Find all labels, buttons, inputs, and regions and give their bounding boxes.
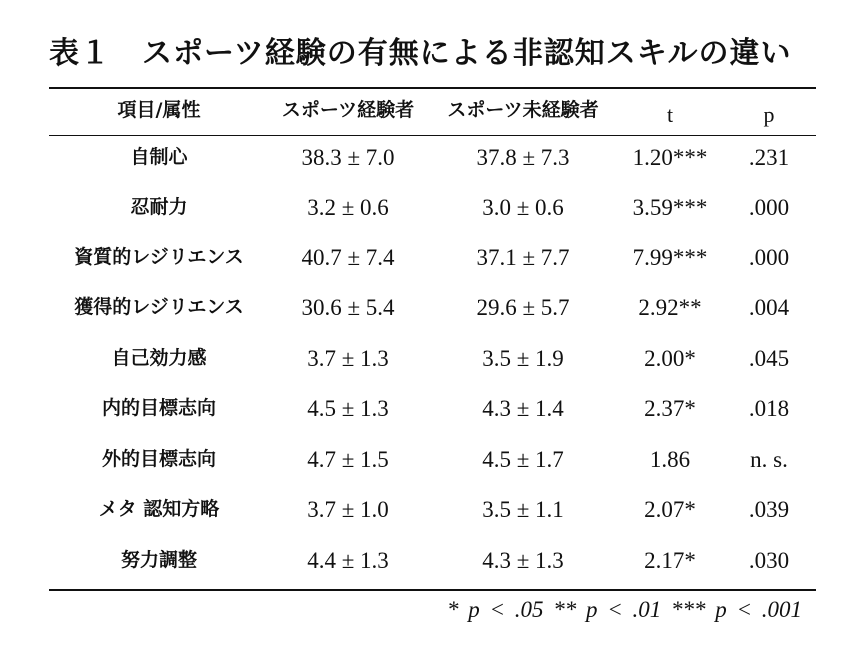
inexperienced-value: 4.3 ± 1.4 (482, 396, 564, 421)
t-value: 2.37* (644, 396, 696, 421)
t-value: 2.00* (644, 346, 696, 371)
table-row (0, 346, 868, 396)
row-label: 努力調整 (120, 549, 198, 571)
row-label: 内的目標志向 (101, 397, 217, 419)
p-value: .045 (748, 346, 790, 371)
table-row (0, 145, 868, 195)
table-row (0, 447, 868, 497)
p-value: n. s. (750, 447, 788, 472)
experienced-value: 3.2 ± 0.6 (307, 195, 389, 220)
inexperienced-value: 4.3 ± 1.3 (482, 548, 564, 573)
inexperienced-value: 37.8 ± 7.3 (476, 145, 570, 170)
inexperienced-value: 29.6 ± 5.7 (476, 295, 570, 320)
p-value: .004 (748, 295, 790, 320)
header-rule (49, 135, 816, 136)
inexperienced-value: 3.5 ± 1.9 (482, 346, 564, 371)
t-value: 1.86 (649, 447, 691, 472)
p-value: .231 (748, 145, 790, 170)
table-row (0, 295, 868, 345)
header-inexperienced: スポーツ未経験者 (447, 99, 599, 121)
row-label: 資質的レジリエンス (74, 246, 244, 268)
experienced-value: 30.6 ± 5.4 (301, 295, 395, 320)
p-value: .018 (748, 396, 790, 421)
row-label: 忍耐力 (130, 196, 188, 218)
t-value: 2.17* (644, 548, 696, 573)
p-value: .000 (748, 245, 790, 270)
t-value: 7.99*** (632, 245, 708, 270)
table-row (0, 396, 868, 446)
inexperienced-value: 3.0 ± 0.6 (482, 195, 564, 220)
row-label: 獲得的レジリエンス (74, 296, 244, 318)
row-label: 外的目標志向 (101, 448, 217, 470)
t-value: 3.59*** (632, 195, 708, 220)
header-p: p (763, 102, 775, 127)
experienced-value: 3.7 ± 1.0 (307, 497, 389, 522)
p-value: .039 (748, 497, 790, 522)
header-experienced: スポーツ経験者 (281, 99, 415, 121)
experienced-value: 4.7 ± 1.5 (307, 447, 389, 472)
row-label: 自己効力感 (111, 347, 207, 369)
significance-footnote: * p < .05 ** p < .01 *** p < .001 (446, 597, 802, 622)
inexperienced-value: 37.1 ± 7.7 (476, 245, 570, 270)
experienced-value: 4.4 ± 1.3 (307, 548, 389, 573)
table-row (0, 195, 868, 245)
experienced-value: 3.7 ± 1.3 (307, 346, 389, 371)
p-value: .000 (748, 195, 790, 220)
row-label: メタ 認知方略 (98, 498, 220, 520)
experienced-value: 4.5 ± 1.3 (307, 396, 389, 421)
bottom-rule (49, 589, 816, 591)
inexperienced-value: 3.5 ± 1.1 (482, 497, 564, 522)
experienced-value: 38.3 ± 7.0 (301, 145, 395, 170)
header-t: t (666, 102, 674, 127)
row-label: 自制心 (130, 146, 188, 168)
header-item: 項目/属性 (117, 99, 201, 121)
table-row (0, 497, 868, 547)
table-title: 表１ スポーツ経験の有無による非認知スキルの違い (49, 36, 792, 71)
inexperienced-value: 4.5 ± 1.7 (482, 447, 564, 472)
table-row (0, 245, 868, 295)
t-value: 1.20*** (632, 145, 708, 170)
t-value: 2.92** (638, 295, 702, 320)
experienced-value: 40.7 ± 7.4 (301, 245, 395, 270)
top-rule (49, 87, 816, 89)
t-value: 2.07* (644, 497, 696, 522)
p-value: .030 (748, 548, 790, 573)
